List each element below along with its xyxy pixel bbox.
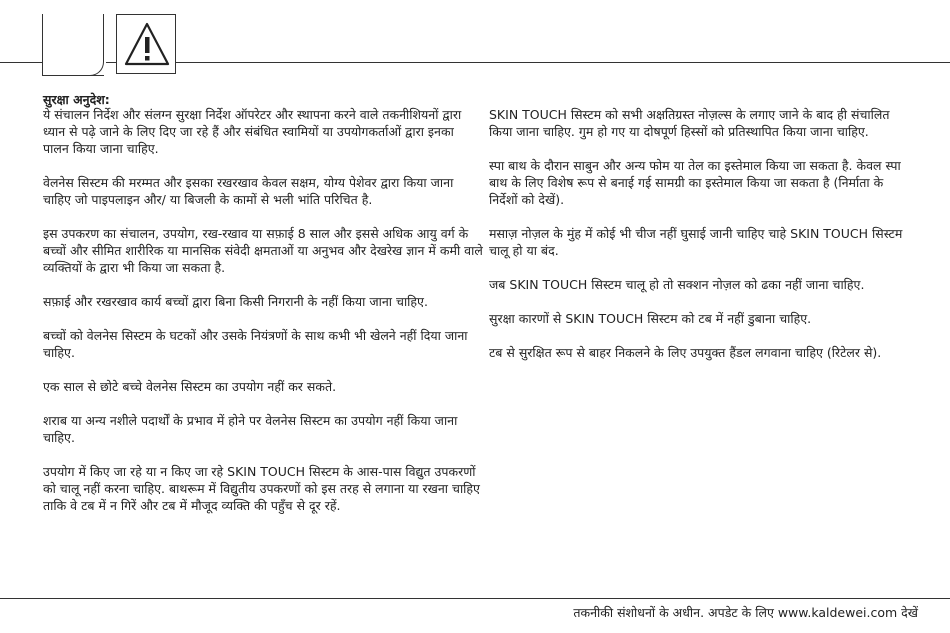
blank-tab-box [42, 14, 104, 76]
header-rule-middle [106, 62, 116, 63]
paragraph: बच्चों को वेलनेस सिस्टम के घटकों और उसके नियंत्रणों के साथ कभी भी खेलने नहीं दिया जाना चाहिए. [43, 328, 468, 360]
paragraph: मसाज़ नोज़ल के मुंह में कोई भी चीज नहीं घुसाई जानी चाहिए चाहे SKIN TOUCH सिस्टम चालू हो या बंद. [489, 226, 903, 258]
paragraph: सफ़ाई और रखरखाव कार्य बच्चों द्वारा बिना किसी निगरानी के नहीं किया जाना चाहिए. [43, 294, 428, 309]
paragraph: स्पा बाथ के दौरान साबुन और अन्य फोम या तेल का इस्तेमाल किया जा सकता है. केवल स्पा बाथ के लिए विशेष रूप से बनाई गई सामग्री का इस्तेमाल किया जा सकता है (निर्माता के निर्देशों को देखें). [489, 158, 901, 207]
paragraph: ये संचालन निर्देश और संलग्न सुरक्षा निर्देश ऑपरेटर और स्थापना करने वाले तकनीशियनों द्वारा ध्यान से पढ़े जाने के लिए दिए जा रहे हैं और संबंधित स्वामियों या उपयोगकर्ताओं द्वारा इनका पालन किया जाना चाहिए. [43, 107, 462, 156]
footer-rule [0, 598, 950, 599]
paragraph: जब SKIN TOUCH सिस्टम चालू हो तो सक्शन नोज़ल को ढका नहीं जाना चाहिए. [489, 277, 865, 292]
header-rule-right [176, 62, 950, 63]
paragraph: एक साल से छोटे बच्चे वेलनेस सिस्टम का उपयोग नहीं कर सकते. [43, 379, 337, 394]
paragraph: टब से सुरक्षित रूप से बाहर निकलने के लिए उपयुक्त हैंडल लगवाना चाहिए (रिटेलर से). [489, 345, 882, 360]
paragraph: SKIN TOUCH सिस्टम को सभी अक्षतिग्रस्त नोज़ल्स के लगाए जाने के बाद ही संचालित किया जाना चाहिए. गुम हो गए या दोषपूर्ण हिस्सों को प्रतिस्थापित किया जाना चाहिए. [489, 107, 890, 139]
paragraph: शराब या अन्य नशीले पदार्थों के प्रभाव में होने पर वेलनेस सिस्टम का उपयोग नहीं किया जाना चाहिए. [43, 413, 458, 445]
right-column [489, 106, 909, 378]
paragraph: सुरक्षा कारणों से SKIN TOUCH सिस्टम को टब में नहीं डुबाना चाहिए. [489, 311, 812, 326]
paragraph: उपयोग में किए जा रहे या न किए जा रहे SKIN TOUCH सिस्टम के आस-पास विद्युत उपकरणों को चालू नहीं करना चाहिए. बाथरूम में विद्युतीय उपकरणों को इस तरह से लगाना या रखना चाहिए ताकि वे टब में न गिरें और टब में मौजूद व्यक्ति की पहुँच से दूर रहें. [43, 464, 480, 513]
footer-note: तकनीकी संशोधनों के अधीन. अपडेट के लिए www.kaldewei.com देखें [573, 605, 918, 620]
header-rule-left [0, 62, 42, 63]
left-column [43, 106, 483, 531]
paragraph: इस उपकरण का संचालन, उपयोग, रख-रखाव या सफ़ाई 8 साल और इससे अधिक आयु वर्ग के बच्चों और सीमित शारीरिक या मानसिक संवेदी क्षमताओं या अनुभव और देखरेख ज्ञान में कमी वाले व्यक्तियों के द्वारा भी किया जा सकता है. [43, 226, 483, 275]
section-heading: सुरक्षा अनुदेश: [43, 92, 110, 107]
warning-box [116, 14, 176, 74]
paragraph: वेलनेस सिस्टम की मरम्मत और इसका रखरखाव केवल सक्षम, योग्य पेशेवर द्वारा किया जाना चाहिए जो पाइपलाइन और/ या बिजली के कामों से भली भांति परिचित है. [43, 175, 454, 207]
warning-triangle-icon [123, 21, 171, 69]
